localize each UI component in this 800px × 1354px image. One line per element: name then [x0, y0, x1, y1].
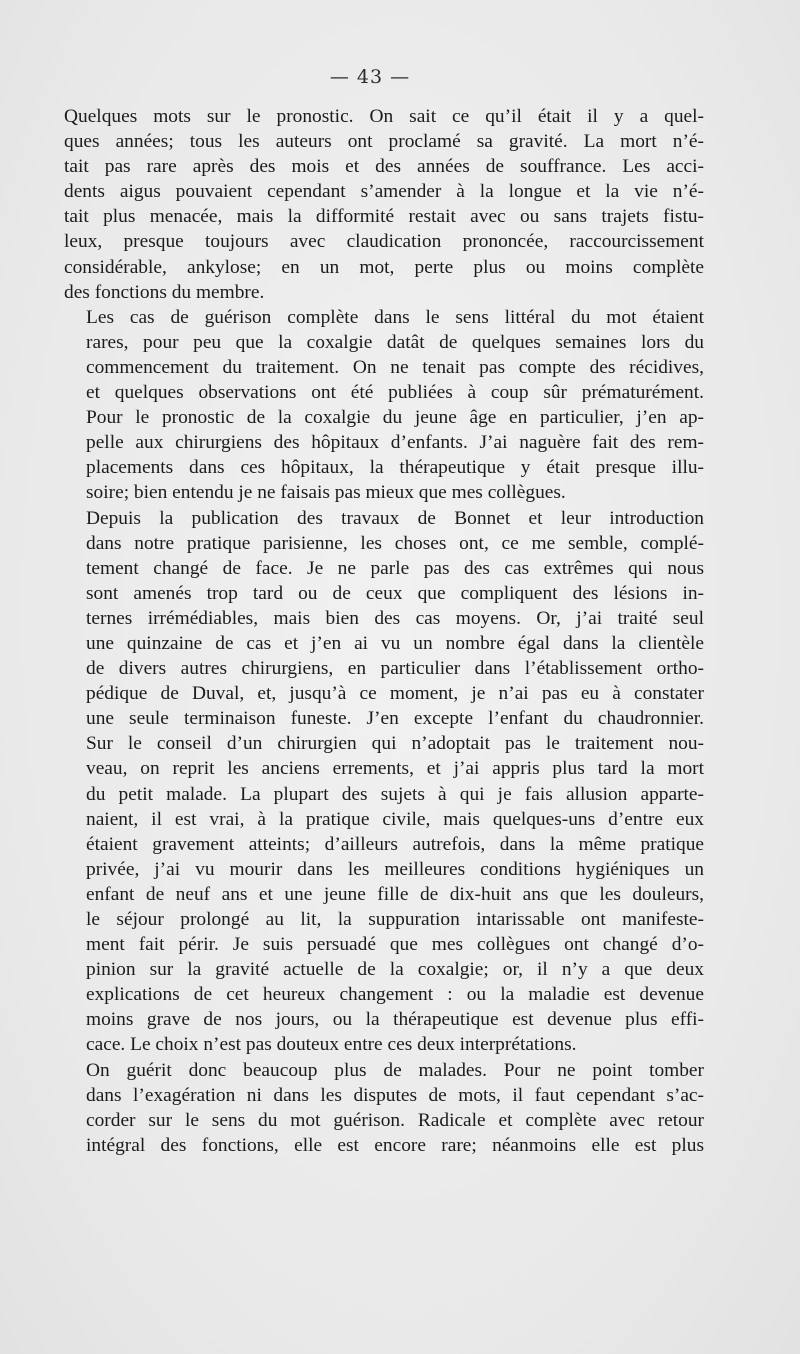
text-line: étaient gravement atteints; d’ailleurs autrefois, dans la même pratique: [86, 833, 704, 855]
text-line: explications de cet heureux changement : ou la maladie est devenue: [86, 984, 704, 1006]
text-line: Quelques mots sur le pronostic. On sait ce qu’il était il y a quel-: [64, 106, 704, 127]
paragraph-prognosis: [64, 104, 704, 305]
text-line: dents aigus pouvaient cependant s’amender à la longue et la vie n’é-: [64, 181, 704, 203]
paragraph-complete-cure: [64, 305, 704, 506]
text-line: commencement du traitement. On ne tenait pas compte des récidives,: [86, 356, 704, 378]
text-line: cace. Le choix n’est pas douteux entre ces deux interprétations.: [86, 1034, 577, 1056]
text-line: veau, on reprit les anciens errements, et j’ai appris plus tard la mort: [86, 758, 704, 780]
text-line: pelle aux chirurgiens des hôpitaux d’enfants. J’ai naguère fait des rem-: [86, 432, 704, 454]
text-line: intégral des fonctions, elle est encore rare; néanmoins elle est plus: [86, 1134, 704, 1156]
text-line: tait pas rare après des mois et des années de souffrance. Les acci-: [64, 156, 704, 178]
text-line: des fonctions du membre.: [64, 281, 265, 303]
text-line: le séjour prolongé au lit, la suppuration intarissable ont manifeste-: [86, 909, 704, 930]
text-line: rares, pour peu que la coxalgie datât de quelques semaines lors du: [86, 331, 704, 353]
paragraph-bonnet-works: [64, 506, 704, 1058]
text-line: privée, j’ai vu mourir dans les meilleures conditions hygiéniques un: [86, 858, 704, 880]
text-line: soire; bien entendu je ne faisais pas mieux que mes collègues.: [86, 482, 566, 504]
text-line: moins grave de nos jours, ou la thérapeutique est devenue plus effi-: [86, 1009, 704, 1031]
text-line: dans notre pratique parisienne, les choses ont, ce me semble, complé-: [86, 532, 704, 554]
text-line: On guérit donc beaucoup plus de malades. Pour ne point tomber: [86, 1059, 704, 1081]
text-line: ques années; tous les auteurs ont proclamé sa gravité. La mort n’é-: [64, 131, 704, 153]
text-line: une quinzaine de cas et j’en ai vu un nombre égal dans la clientèle: [86, 632, 704, 654]
text-line: pinion sur la gravité actuelle de la coxalgie; or, il n’y a que deux: [86, 959, 704, 981]
text-line: placements dans ces hôpitaux, la thérapeutique y était presque illu-: [86, 457, 704, 479]
text-line: du petit malade. La plupart des sujets à qui je fais allusion apparte-: [86, 783, 704, 805]
text-line: Sur le conseil d’un chirurgien qui n’adoptait pas le traitement nou-: [86, 733, 704, 755]
text-line: pédique de Duval, et, jusqu’à ce moment, je n’ai pas eu à constater: [86, 683, 704, 705]
page-number: — 43 —: [329, 66, 411, 88]
text-line: ment fait périr. Je suis persuadé que mes collègues ont changé d’o-: [86, 934, 704, 956]
text-line: tait plus menacée, mais la difformité restait avec ou sans trajets fistu-: [64, 206, 704, 228]
text-line: naient, il est vrai, à la pratique civile, mais quelques-uns d’entre eux: [86, 808, 704, 830]
text-line: et quelques observations ont été publiées à coup sûr prématurément.: [86, 382, 704, 404]
text-line: Depuis la publication des travaux de Bonnet et leur introduction: [86, 507, 704, 529]
text-line: une seule terminaison funeste. J’en excepte l’enfant du chaudronnier.: [86, 708, 704, 730]
text-line: tement changé de face. Je ne parle pas des cas extrêmes qui nous: [86, 557, 704, 579]
text-line: considérable, ankylose; en un mot, perte plus ou moins complète: [64, 256, 704, 278]
text-line: de divers autres chirurgiens, en particulier dans l’établissement ortho-: [86, 658, 704, 680]
text-line: Les cas de guérison complète dans le sens littéral du mot étaient: [86, 306, 704, 328]
text-line: corder sur le sens du mot guérison. Radicale et complète avec retour: [86, 1109, 704, 1131]
text-line: sont amenés trop tard ou de ceux que compliquent des lésions in-: [86, 582, 704, 604]
text-line: dans l’exagération ni dans les disputes de mots, il faut cependant s’ac-: [86, 1084, 704, 1106]
text-line: enfant de neuf ans et une jeune fille de dix-huit ans que les douleurs,: [86, 883, 704, 905]
text-line: leux, presque toujours avec claudication prononcée, raccourcissement: [64, 231, 704, 253]
text-line: ternes irrémédiables, mais bien des cas moyens. Or, j’ai traité seul: [86, 607, 704, 629]
body-text: [64, 104, 704, 1158]
text-line: Pour le pronostic de la coxalgie du jeune âge en particulier, j’en ap-: [86, 407, 704, 429]
paragraph-more-cures: [64, 1058, 704, 1158]
